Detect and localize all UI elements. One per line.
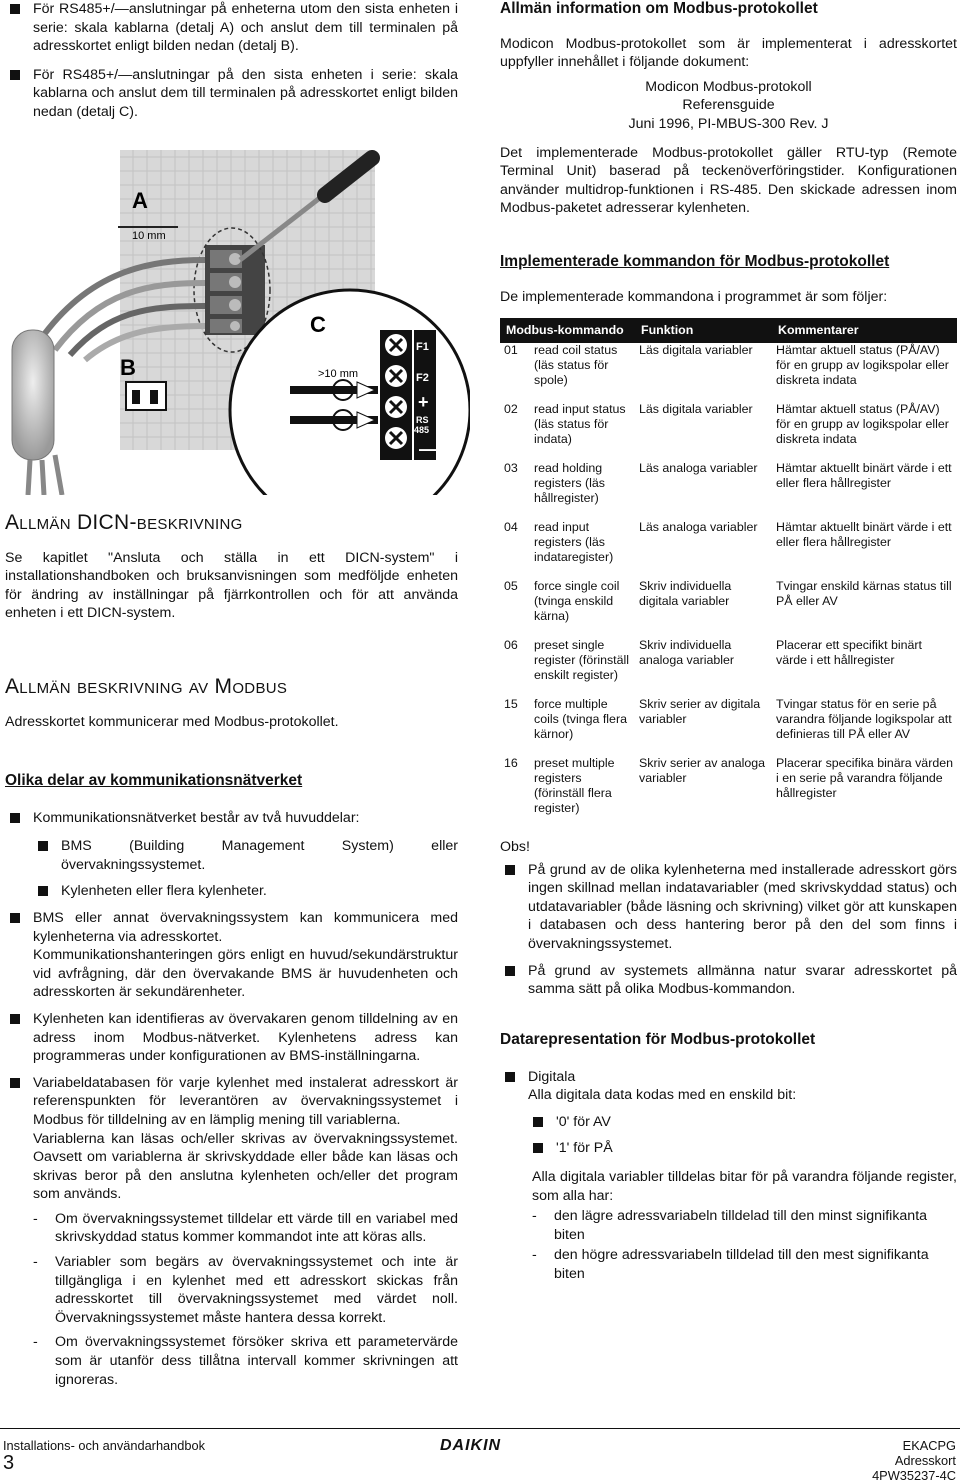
table-cell-comment: Hämtar aktuell status (PÅ/AV) för en grupp av logikspolar eller diskreta indata [776, 343, 949, 388]
commands-table [500, 318, 957, 830]
bullet-item: '0' för AV [528, 1113, 957, 1132]
wiring-figure [0, 150, 470, 495]
bullet-item: På grund av systemets allmänna natur svarar adresskortet på samma sätt på olika Modbus-kommandon. [500, 962, 957, 999]
table-cell-code: 03 [504, 461, 518, 476]
table-cell-comment: Hämtar aktuellt binärt värde i ett eller flera hållregister [776, 520, 952, 550]
footer-rule [0, 1428, 960, 1429]
modbus-desc-text: Adresskortet kommunicerar med Modbus-protokollet. [5, 713, 339, 730]
table-cell-code: 02 [504, 402, 518, 417]
table-cell-comment: Hämtar aktuell status (PÅ/AV) för en grupp av logikspolar eller diskreta indata [776, 402, 949, 447]
bullet-item: Kylenheten eller flera kylenheter. [33, 882, 458, 901]
table-cell-name: read coil status (läs status för spole) [534, 343, 618, 388]
table-cell-name: read input registers (läs indataregister) [534, 520, 614, 565]
table-cell-code: 05 [504, 579, 518, 594]
dim-c: >10 mm [318, 368, 359, 380]
bullet-item: Kylenheten kan identifieras av övervakaren genom tilldelning av en adress inom Modbus-nätverket. Kylenhetens adress kan programmeras under konfigurationen av BMS-inställningarna. [5, 1010, 458, 1066]
obs-section [500, 838, 957, 999]
terminal-f1: F1 [416, 341, 429, 353]
bullet-item: Variabeldatabasen för varje kylenhet med instalerat adresskort är referenspunkten för leverantören av övervakningssystemet i Modbus för tilldelning av en lämplig mening till variablerna. Variablerna kan läsas och/eller skrivas av övervakningssystemet. Oavsett om variablerna är skrivskyddade eller både kan läsas och skrivas beror på den anslutna kylenheten och/eller det program som används. - Om övervakningssystemet tilldelar ett värde till en variabel med skrivskyddad status kommer kommandot inte att köras alls. - Variabler som begärs av övervakningssystemet och inte är tillgängliga i en kylenhet med ett adresskort skickas från adresskortet till övervakningssystemet med värdet noll. Övervakningssystemet måste hantera dessa korrekt. - Om övervakningssystemet försöker skriva ett parametervärde som är utanför dess tillåtna intervall kommer skrivningen att ignoreras. [5, 1074, 458, 1390]
dash-item: - den lägre adressvariabeln tilldelad till den minst signifikanta biten [532, 1207, 957, 1244]
table-cell-func: Skriv serier av digitala variabler [639, 697, 761, 727]
table-row [500, 402, 957, 461]
commands-heading: Implementerade kommandon för Modbus-protokollet [500, 253, 890, 270]
label-a: A [132, 188, 148, 213]
footer-product-info: EKACPG Adresskort 4PW35237-4C [872, 1438, 956, 1483]
terminal-f2: F2 [416, 372, 429, 384]
dash-item: - Variabler som begärs av övervakningssystemet och inte är tillgängliga i en kylenhet med ett adresskort skickas från adresskortet till övervakningssystemet med värdet noll. Övervakningssystemet måste hantera dessa korrekt. [33, 1253, 458, 1327]
obs-label: Obs! [500, 839, 530, 855]
modbus-info-heading: Allmän information om Modbus-protokollet [500, 0, 818, 17]
table-cell-func: Läs digitala variabler [639, 402, 753, 417]
commands-section [500, 253, 957, 830]
ferrite-core [12, 330, 54, 460]
network-section [5, 772, 458, 1389]
modbus-info-section [500, 0, 957, 218]
table-cell-name: read holding registers (läs hållregister) [534, 461, 605, 506]
bullet-item: '1' för PÅ [528, 1139, 957, 1158]
table-cell-comment: Placerar specifika binära värden i en serie på varandra följande hållregister [776, 756, 954, 801]
dicn-section [5, 511, 458, 623]
reference-document: Modicon Modbus-protokoll Referensguide Juni 1996, PI-MBUS-300 Rev. J [628, 78, 829, 132]
dicn-heading: Allmän DICN-beskrivning [5, 511, 243, 534]
table-cell-func: Läs digitala variabler [639, 343, 753, 358]
table-row [500, 579, 957, 638]
dim-a: 10 mm [132, 230, 166, 242]
table-cell-name: preset single register (förinställ enskilt register) [534, 638, 630, 683]
table-row [500, 343, 957, 402]
table-cell-func: Skriv individuella digitala variabler [639, 579, 732, 609]
terminal-plus: + [418, 392, 429, 412]
network-heading: Olika delar av kommunikationsnätverket [5, 772, 303, 789]
dash-item: - den högre adressvariabeln tilldelad till den mest signifikanta biten [532, 1246, 957, 1283]
daikin-logo: DAIKIN [440, 1437, 502, 1454]
table-cell-func: Skriv individuella analoga variabler [639, 638, 735, 668]
datarep-assign: Alla digitala variabler tilldelas bitar för på varandra följande register, som alla har: [532, 1168, 957, 1204]
table-cell-func: Skriv serier av analoga variabler [639, 756, 766, 786]
label-c: C [310, 312, 326, 337]
table-cell-code: 06 [504, 638, 518, 653]
table-cell-code: 15 [504, 697, 518, 712]
modbus-info-intro: Modicon Modbus-protokollet som är implementerat i adresskortet uppfyller innehållet i följande dokument: [500, 35, 957, 71]
table-cell-comment: Hämtar aktuellt binärt värde i ett eller flera hållregister [776, 461, 952, 491]
table-cell-func: Läs analoga variabler [639, 461, 758, 476]
bullet-item: BMS (Building Management System) eller övervakningssystemet. [33, 837, 458, 874]
table-row [500, 520, 957, 579]
column-header: Modbus-kommando [500, 318, 635, 343]
bullet-item: På grund av de olika kylenheterna med installerade adresskort görs ingen skillnad mellan indatavariabler (med skrivskyddad status) och utdatavariabler (både läsning och skrivning) vilket gör att kunskapen i databasen och dess hantering beror på den del som finns i övervakningssystemet. [500, 861, 957, 954]
table-row [500, 697, 957, 756]
table-cell-name: read input status (läs status för indata) [534, 402, 626, 447]
dash-item: - Om övervakningssystemet försöker skriva ett parametervärde som är utanför dess tillåtna intervall kommer skrivningen att ignoreras. [33, 1333, 458, 1389]
table-cell-comment: Tvingar enskild kärnas status till PÅ eller AV [776, 579, 952, 609]
commands-intro: De implementerade kommandona i programmet är som följer: [500, 288, 888, 305]
datarep-section [500, 1031, 957, 1284]
terminal-rs: RS [416, 415, 429, 425]
column-header: Funktion [635, 318, 772, 343]
table-cell-name: force single coil (tvinga enskild kärna) [534, 579, 620, 624]
bullet-item: Digitala Alla digitala data kodas med en enskild bit: [500, 1068, 957, 1105]
top-instructions [5, 0, 458, 122]
table-cell-comment: Tvingar status för en serie på varandra följande logikspolar att definieras till PÅ eller AV [776, 697, 952, 742]
table-header-row [500, 318, 957, 343]
modbus-info-text: Det implementerade Modbus-protokollet gäller RTU-typ (Remote Terminal Unit) baserad på teckenöverföringstider. Konfigurationen använder multidrop-funktionen i RS-485. Den skickade adressen inom Modbus-paketet adresserar kylenheten. [500, 144, 957, 217]
table-cell-name: force multiple coils (tvinga flera kärnor) [534, 697, 627, 742]
table-cell-code: 01 [504, 343, 518, 358]
table-cell-name: preset multiple registers (förinställ flera register) [534, 756, 615, 816]
bullet-item: BMS eller annat övervakningssystem kan kommunicera med kylenheterna via adresskortet. Kommunikationshanteringen görs enligt en huvud/sekundärstruktur vid avfrågning, där den övervakande BMS är huvudenheten och adresskorten är sekundärenheter. [5, 909, 458, 1002]
table-cell-func: Läs analoga variabler [639, 520, 758, 535]
table-cell-code: 16 [504, 756, 518, 771]
page-number: 3 [3, 1452, 15, 1474]
column-header: Kommentarer [772, 318, 957, 343]
bullet-item: För RS485+/—anslutningar på den sista enheten i serie: skala kablarna och anslut dem till terminalen på adresskortet enligt bilden nedan (detalj C). [5, 66, 458, 122]
footer-handbook: Installations- och användarhandbok [3, 1438, 206, 1453]
table-cell-code: 04 [504, 520, 518, 535]
dicn-text: Se kapitlet "Ansluta och ställa in ett DICN-system" i installationshandboken och bruksanvisningen som medföljde enheten för ändring av inställningar på fjärrkontrollen och för att använda enheten i ett DICN-system. [5, 549, 458, 622]
modbus-desc-heading: Allmän beskrivning av Modbus [5, 675, 288, 698]
label-b: B [120, 355, 136, 380]
table-row [500, 756, 957, 830]
table-row [500, 638, 957, 697]
modbus-desc-section [5, 675, 458, 731]
bullet-item: Kommunikationsnätverket består av två huvuddelar: [5, 809, 458, 828]
table-row [500, 461, 957, 520]
bullet-item: För RS485+/—anslutningar på enheterna utom den sista enheten i serie: skala kablarna (detalj A) och anslut dem till terminalen på adresskortet enligt bilden nedan (detalj B). [5, 0, 458, 56]
terminal-minus: — [419, 439, 437, 459]
datarep-heading: Datarepresentation för Modbus-protokollet [500, 1031, 816, 1048]
dash-item: - Om övervakningssystemet tilldelar ett värde till en variabel med skrivskyddad status kommer kommandot inte att köras alls. [33, 1210, 458, 1247]
terminal-485: 485 [414, 425, 430, 435]
table-cell-comment: Placerar ett specifikt binärt värde i ett hållregister [776, 638, 922, 668]
